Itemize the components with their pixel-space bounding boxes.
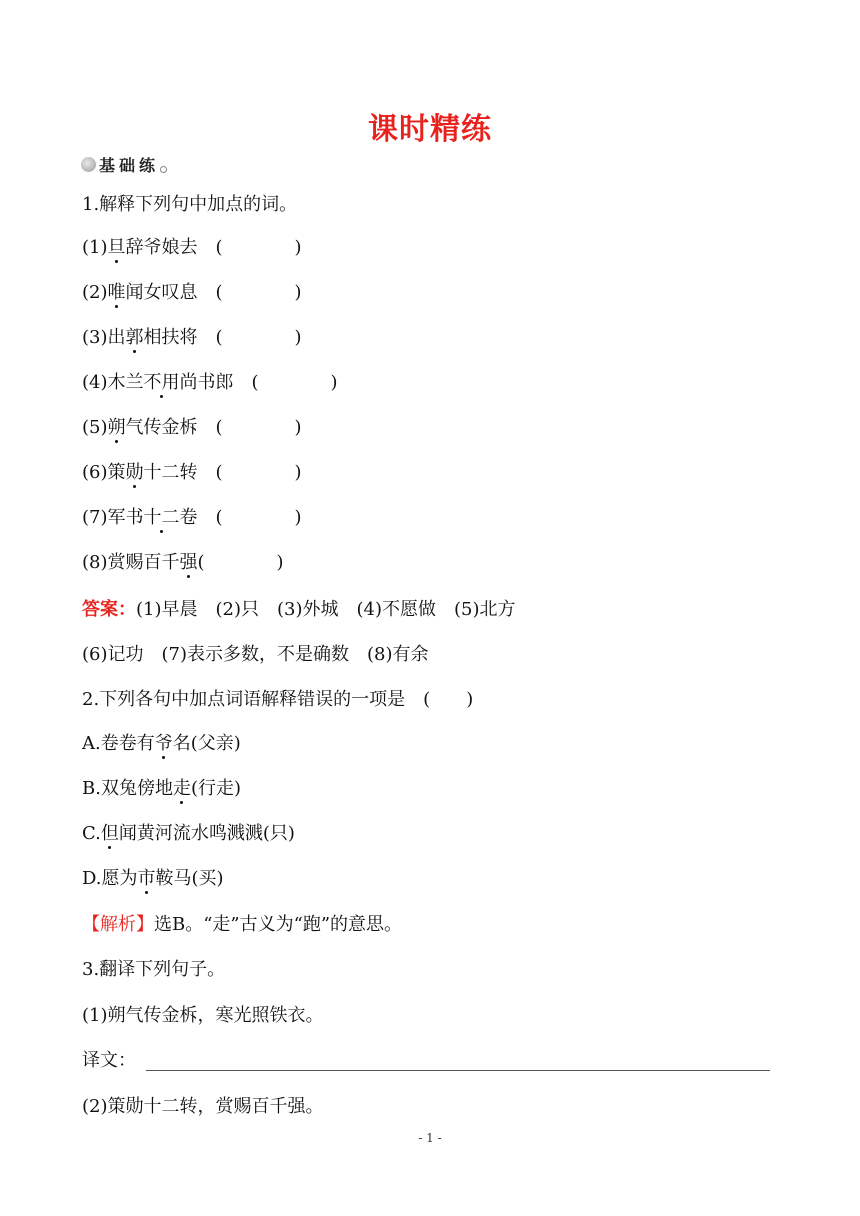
q2-option-c: C.但闻黄河流水鸣溅溅(只) — [82, 823, 295, 844]
q2-option-d: D.愿为市鞍马(买) — [82, 868, 224, 889]
section-label: 基础练 — [99, 155, 160, 175]
q3-stem: 3.翻译下列句子。 — [82, 959, 226, 980]
q1-item-6: (6)策勋十二转 ( ) — [82, 462, 302, 483]
analysis-label: 【解析】 — [82, 914, 154, 935]
q2-option-b: B.双兔傍地走(行走) — [82, 778, 241, 799]
q1-item-1: (1)旦辞爷娘去 ( ) — [82, 237, 302, 258]
q2-option-a: A.卷卷有爷名(父亲) — [82, 733, 241, 754]
translation-answer-line[interactable] — [146, 1070, 770, 1071]
q1-item-5: (5)朔气传金柝 ( ) — [82, 417, 302, 438]
q3-sentence-2: (2)策勋十二转，赏赐百千强。 — [82, 1096, 324, 1117]
page-title: 课时精练 — [368, 112, 492, 147]
translation-label: 译文： — [82, 1050, 136, 1071]
section-end-dot-icon — [160, 166, 167, 173]
section-header — [81, 154, 167, 174]
q1-item-4: (4)木兰不用尚书郎 ( ) — [82, 372, 338, 393]
q1-item-3: (3)出郭相扶将 ( ) — [82, 327, 302, 348]
answer-label: 答案： — [82, 599, 136, 620]
q1-item-2: (2)唯闻女叹息 ( ) — [82, 282, 302, 303]
page-number: - 1 - — [418, 1131, 442, 1145]
q1-item-8: (8)赏赐百千强( ) — [82, 552, 284, 573]
q1-answer-line-1: 答案：(1)早晨 (2)只 (3)外城 (4)不愿做 (5)北方 — [82, 599, 516, 620]
section-seal-icon — [81, 157, 96, 172]
q3-sentence-1: (1)朔气传金柝，寒光照铁衣。 — [82, 1005, 324, 1026]
q1-stem: 1.解释下列句中加点的词。 — [82, 194, 298, 215]
q1-answer-line-2: (6)记功 (7)表示多数，不是确数 (8)有余 — [82, 644, 429, 665]
q2-analysis: 【解析】选B。“走”古义为“跑”的意思。 — [82, 914, 403, 935]
q1-item-7: (7)军书十二卷 ( ) — [82, 507, 302, 528]
q2-stem: 2.下列各句中加点词语解释错误的一项是 ( ) — [82, 689, 474, 710]
